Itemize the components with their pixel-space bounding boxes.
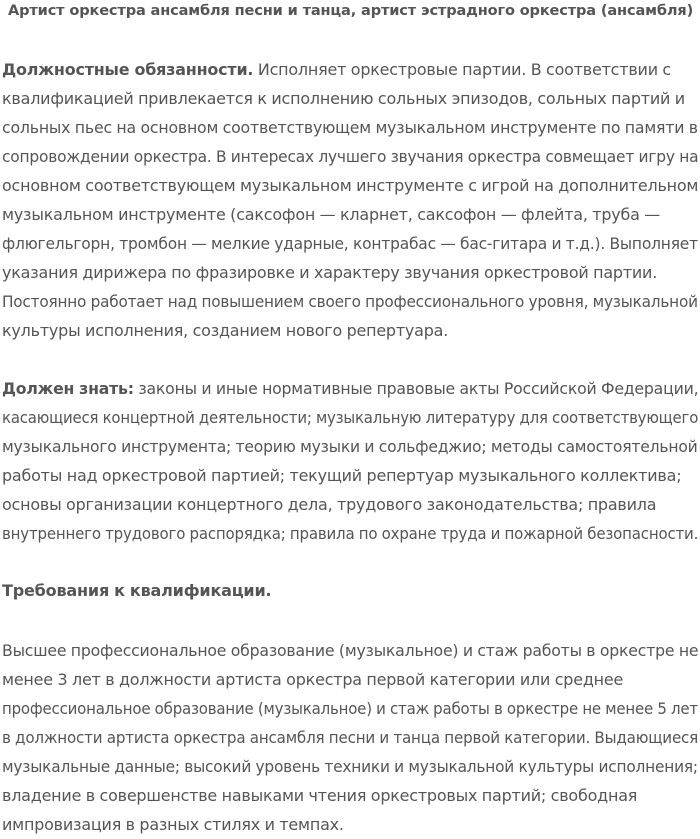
must-know-line: касающиеся концертной деятельности; музыкальную литературу для соответствующего	[2, 408, 699, 427]
duties-line: указания дирижера по фразировке и характеру звучания оркестровой партии.	[2, 263, 658, 282]
must-know-label: Должен знать:	[2, 379, 134, 398]
requirements-line: владение в совершенстве навыками чтения оркестровых партий; свободная	[2, 786, 638, 805]
requirements-line: в должности артиста оркестра ансамбля песни и танца первой категории. Выдающиеся	[2, 728, 699, 747]
requirements-line: Высшее профессиональное образование (музыкальное) и стаж работы в оркестре не	[2, 641, 699, 660]
duties-line: квалификацией привлекается к исполнению сольных эпизодов, сольных партий и	[2, 89, 685, 108]
must-know-text: законы и иные нормативные правовые акты Российской Федерации,	[133, 379, 699, 398]
duties-paragraph	[2, 55, 700, 345]
duties-line: сопровождении оркестра. В интересах лучшего звучания оркестра совмещает игру на	[2, 147, 699, 166]
duties-line	[2, 55, 698, 84]
duties-line: культуры исполнения, созданием нового репертуара.	[2, 321, 449, 340]
requirements-heading	[2, 576, 700, 605]
duties-line: музыкальном инструменте (саксофон — кларнет, саксофон — флейта, труба —	[2, 205, 661, 224]
requirements-paragraph	[2, 636, 700, 839]
requirements-line: музыкальные данные; высокий уровень техники и музыкальной культуры исполнения;	[2, 757, 698, 776]
must-know-line: основы организации концертного дела, трудового законодательства; правила	[2, 495, 657, 514]
requirements-line: менее 3 лет в должности артиста оркестра первой категории или среднее	[2, 670, 624, 689]
must-know-line: внутреннего трудового распорядка; правила по охране труда и пожарной безопасности.	[2, 524, 699, 543]
must-know-paragraph	[2, 374, 700, 548]
page-title: Артист оркестра ансамбля песни и танца, артист эстрадного оркестра (ансамбля)	[7, 2, 694, 19]
duties-line: Постоянно работает над повышением своего профессионального уровня, музыкальной	[2, 292, 698, 311]
duties-line: сольных пьес на основном соответствующем музыкальном инструменте по памяти в	[2, 118, 698, 137]
must-know-line	[2, 374, 699, 403]
requirements-line: импровизация в разных стилях и темпах.	[2, 815, 344, 834]
must-know-line: работы над оркестровой партией; текущий репертуар музыкального коллектива;	[2, 466, 682, 485]
duties-line: основном соответствующем музыкальном инструменте с игрой на дополнительном	[2, 176, 699, 195]
requirements-line: профессиональное образование (музыкальное) и стаж работы в оркестре не менее 5 лет	[2, 699, 698, 718]
duties-label: Должностные обязанности.	[2, 60, 254, 79]
must-know-line: музыкального инструмента; теорию музыки и сольфеджио; методы самостоятельной	[2, 437, 698, 456]
requirements-label: Требования к квалификации.	[2, 581, 272, 600]
duties-line: флюгельгорн, тромбон — мелкие ударные, контрабас — бас-гитара и т.д.). Выполняет	[2, 234, 698, 253]
duties-text: Исполняет оркестровые партии. В соответствии с	[253, 60, 671, 79]
